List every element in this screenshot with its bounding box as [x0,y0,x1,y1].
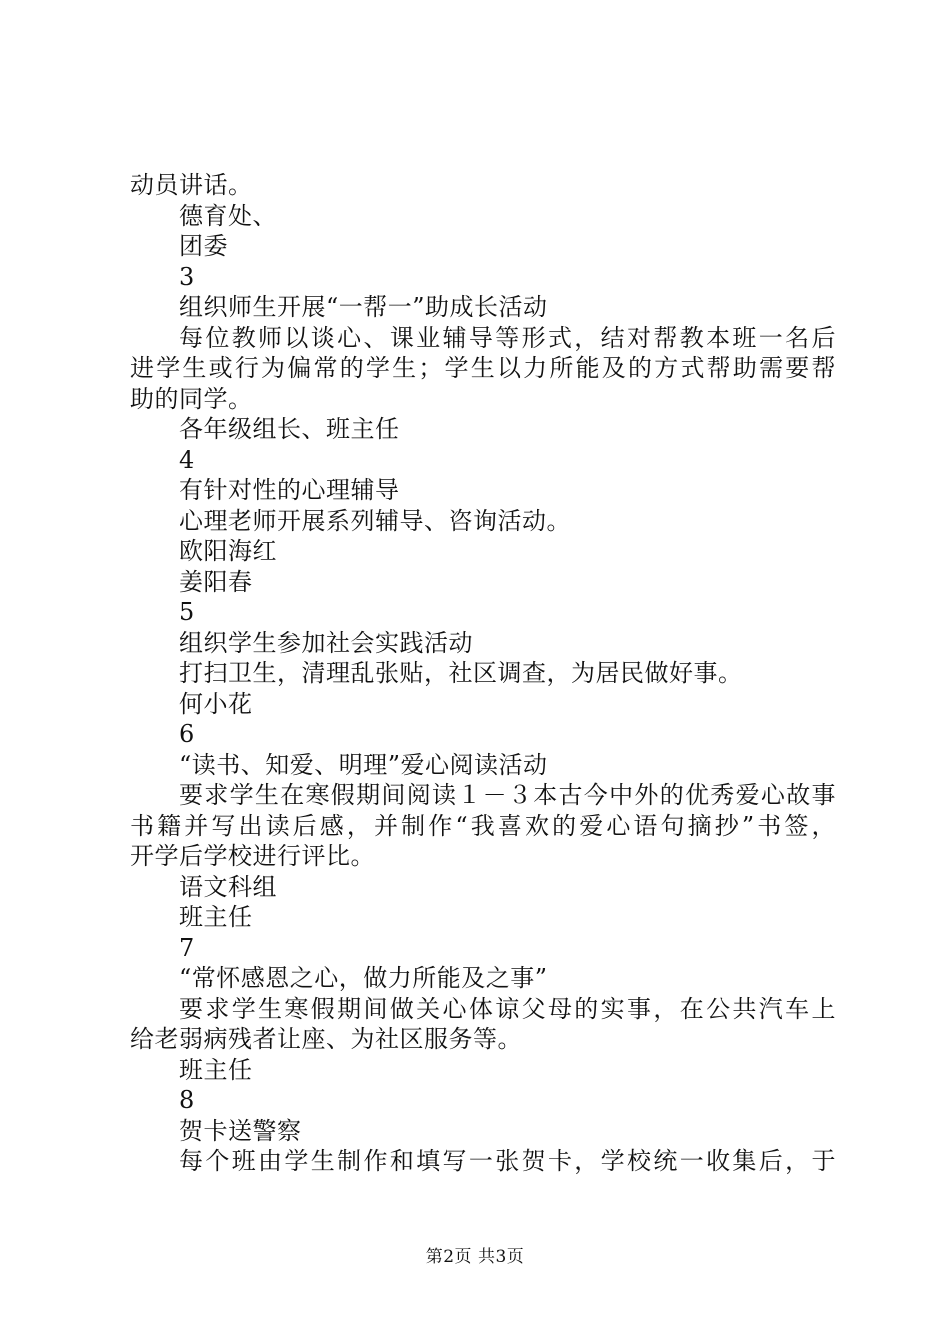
text-line: 助的同学。 [130,384,253,413]
text-line: 打扫卫生，清理乱张贴，社区调查，为居民做好事。 [179,659,743,687]
text-line: 每个班由学生制作和填写一张贺卡，学校统一收集后，于 [179,1147,836,1175]
text-line: 德育处、 [179,201,277,230]
text-line: 7 [179,933,195,962]
text-line: 组织师生开展“一帮一”助成长活动 [179,293,548,321]
text-line: 每位教师以谈心、课业辅导等形式，结对帮教本班一名后 [179,323,836,352]
text-line: 班主任 [179,903,253,931]
text-line: “常怀感恩之心，做力所能及之事” [179,964,548,992]
text-line: 给老弱病残者让座、为社区服务等。 [130,1025,522,1053]
text-line: 动员讲话。 [130,171,253,199]
text-line: 各年级组长、班主任 [179,415,400,443]
text-line: 贺卡送警察 [179,1116,302,1145]
text-line: 语文科组 [179,872,277,901]
text-line: 心理老师开展系列辅导、咨询活动。 [179,506,571,535]
page-footer: 第2页 共3页 [425,1247,525,1267]
text-line: “读书、知爱、明理”爱心阅读活动 [179,750,548,779]
text-line: 何小花 [179,689,253,718]
text-line: 5 [179,598,195,626]
text-line: 要求学生寒假期间做关心体谅父母的实事，在公共汽车上 [179,994,836,1023]
text-line: 要求学生在寒假期间阅读１－３本古今中外的优秀爱心故事 [179,781,836,809]
text-line: 班主任 [179,1055,253,1084]
text-line: 4 [179,445,195,474]
text-line: 欧阳海红 [179,537,277,565]
document-body [130,170,836,1177]
text-line: 书籍并写出读后感，并制作“我喜欢的爱心语句摘抄”书签， [130,811,836,840]
text-line: 组织学生参加社会实践活动 [179,628,473,657]
text-line: 进学生或行为偏常的学生；学生以力所能及的方式帮助需要帮 [130,354,836,382]
text-line: 开学后学校进行评比。 [130,842,375,870]
text-line: 团委 [179,232,228,260]
text-line: 3 [179,262,195,291]
text-line: 6 [179,720,195,748]
text-line: 有针对性的心理辅导 [179,476,400,504]
text-line: 姜阳春 [179,567,253,596]
text-line: 8 [179,1086,195,1114]
